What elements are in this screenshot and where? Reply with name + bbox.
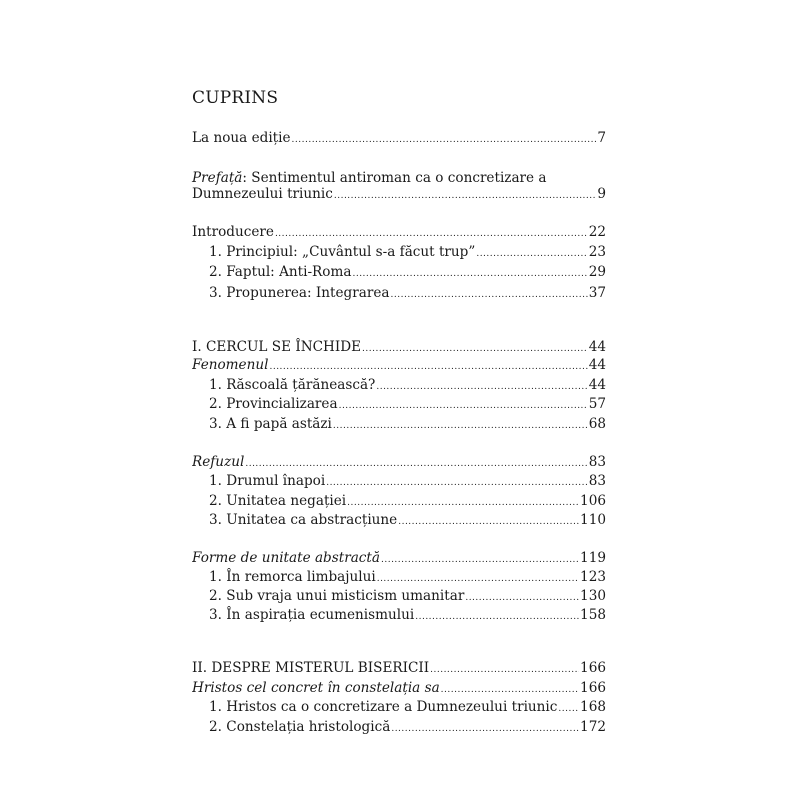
toc-entry-page: 166 bbox=[580, 660, 606, 676]
toc-entry-title: 1. Răscoală țărănească? bbox=[209, 377, 376, 393]
dot-leader bbox=[292, 129, 597, 149]
toc-entry-page: 119 bbox=[580, 550, 606, 566]
dot-leader bbox=[275, 223, 588, 243]
toc-entry-constelatia-hristologica[interactable] bbox=[209, 716, 606, 738]
dot-leader bbox=[398, 511, 579, 531]
toc-entry-page: 44 bbox=[588, 339, 606, 355]
toc-entry-page: 9 bbox=[597, 186, 606, 202]
toc-entry-title: Refuzul bbox=[192, 454, 245, 470]
toc-entry-title: 1. Drumul înapoi bbox=[209, 473, 326, 489]
toc-entry-title: 2. Constelația hristologică bbox=[209, 719, 391, 735]
dot-leader bbox=[339, 395, 588, 415]
toc-entry-title: Hristos cel concret în constelația sa bbox=[192, 680, 440, 696]
toc-entry-page: 37 bbox=[588, 285, 606, 301]
toc-entry-title: 1. În remorca limbajului bbox=[209, 569, 376, 585]
toc-entry-title: 1. Hristos ca o concretizare a Dumnezeului triunic bbox=[209, 699, 558, 715]
toc-entry-title: II. DESPRE MISTERUL BISERICII bbox=[192, 660, 430, 676]
toc-entry-page: 110 bbox=[580, 512, 606, 528]
toc-entry-a-fi-papa[interactable] bbox=[209, 413, 606, 435]
dot-leader bbox=[334, 185, 596, 205]
toc-entry-page: 7 bbox=[597, 130, 606, 146]
toc-entry-page: 166 bbox=[580, 680, 606, 696]
dot-leader bbox=[352, 263, 587, 283]
toc-entry-introducere[interactable] bbox=[192, 221, 606, 243]
dot-leader bbox=[391, 284, 588, 304]
toc-entry-title: Fenomenul bbox=[192, 357, 269, 373]
toc-entry-unitatea-abstractiune[interactable] bbox=[209, 509, 606, 531]
dot-leader bbox=[415, 606, 579, 626]
toc-entry-title: 3. Unitatea ca abstracțiune bbox=[209, 512, 398, 528]
dot-leader bbox=[391, 718, 579, 738]
toc-entry-page: 168 bbox=[580, 699, 606, 715]
toc-entry-title: 2. Sub vraja unui misticism umanitar bbox=[209, 588, 465, 604]
toc-entry-propunerea[interactable] bbox=[209, 282, 606, 304]
toc-entry-title: 3. În aspirația ecumenismului bbox=[209, 607, 415, 623]
toc-entry-title: La noua ediție bbox=[192, 130, 291, 146]
toc-entry-prefata-line2[interactable] bbox=[192, 183, 606, 205]
dot-leader bbox=[558, 698, 579, 718]
toc-entry-page: 57 bbox=[588, 396, 606, 412]
toc-entry-page: 68 bbox=[588, 416, 606, 432]
toc-entry-drumul-inapoi[interactable] bbox=[209, 470, 606, 492]
toc-entry-title: : Sentimentul antiroman ca o concretizare a bbox=[242, 170, 547, 186]
page-title: CUPRINS bbox=[192, 88, 279, 108]
toc-entry-title: I. CERCUL SE ÎNCHIDE bbox=[192, 339, 362, 355]
toc-entry-title: 1. Principiul: „Cuvântul s-a făcut trup” bbox=[209, 244, 476, 260]
toc-entry-title: 2. Provincializarea bbox=[209, 396, 338, 412]
toc-entry-principiul[interactable] bbox=[209, 241, 606, 263]
toc-entry-ecumenismului[interactable] bbox=[209, 604, 606, 626]
toc-entry-page: 123 bbox=[580, 569, 606, 585]
toc-entry-title: 2. Unitatea negației bbox=[209, 493, 347, 509]
toc-entry-title: Introducere bbox=[192, 224, 274, 240]
toc-entry-page: 44 bbox=[588, 357, 606, 373]
dot-leader bbox=[430, 659, 579, 679]
dot-leader bbox=[326, 472, 587, 492]
toc-entry-title: 3. A fi papă astăzi bbox=[209, 416, 332, 432]
toc-entry-title: Forme de unitate abstractă bbox=[192, 550, 380, 566]
toc-entry-page: 130 bbox=[580, 588, 606, 604]
toc-entry-hristos-concretizare[interactable] bbox=[209, 696, 606, 718]
dot-leader bbox=[476, 243, 587, 263]
toc-entry-title: Dumnezeului triunic bbox=[192, 186, 333, 202]
toc-entry-page: 23 bbox=[588, 244, 606, 260]
toc-entry-page: 106 bbox=[580, 493, 606, 509]
toc-entry-fenomenul[interactable] bbox=[192, 354, 606, 376]
dot-leader bbox=[269, 356, 587, 376]
toc-entry-title: 2. Faptul: Anti-Roma bbox=[209, 264, 352, 280]
toc-entry-page: 158 bbox=[580, 607, 606, 623]
toc-entry-page: 83 bbox=[588, 454, 606, 470]
toc-entry-page: 29 bbox=[588, 264, 606, 280]
toc-entry-page: 172 bbox=[580, 719, 606, 735]
toc-entry-page: 22 bbox=[588, 224, 606, 240]
toc-entry-title: 3. Propunerea: Integrarea bbox=[209, 285, 390, 301]
dot-leader bbox=[333, 415, 588, 435]
toc-entry-prefix: Prefață bbox=[192, 170, 243, 186]
toc-entry-page: 44 bbox=[588, 377, 606, 393]
toc-entry-la-noua-editie[interactable] bbox=[192, 127, 606, 149]
toc-entry-provincializarea[interactable] bbox=[209, 393, 606, 415]
toc-entry-page: 83 bbox=[588, 473, 606, 489]
toc-entry-misterul-bisericii[interactable] bbox=[192, 657, 606, 679]
toc-entry-faptul[interactable] bbox=[209, 261, 606, 283]
